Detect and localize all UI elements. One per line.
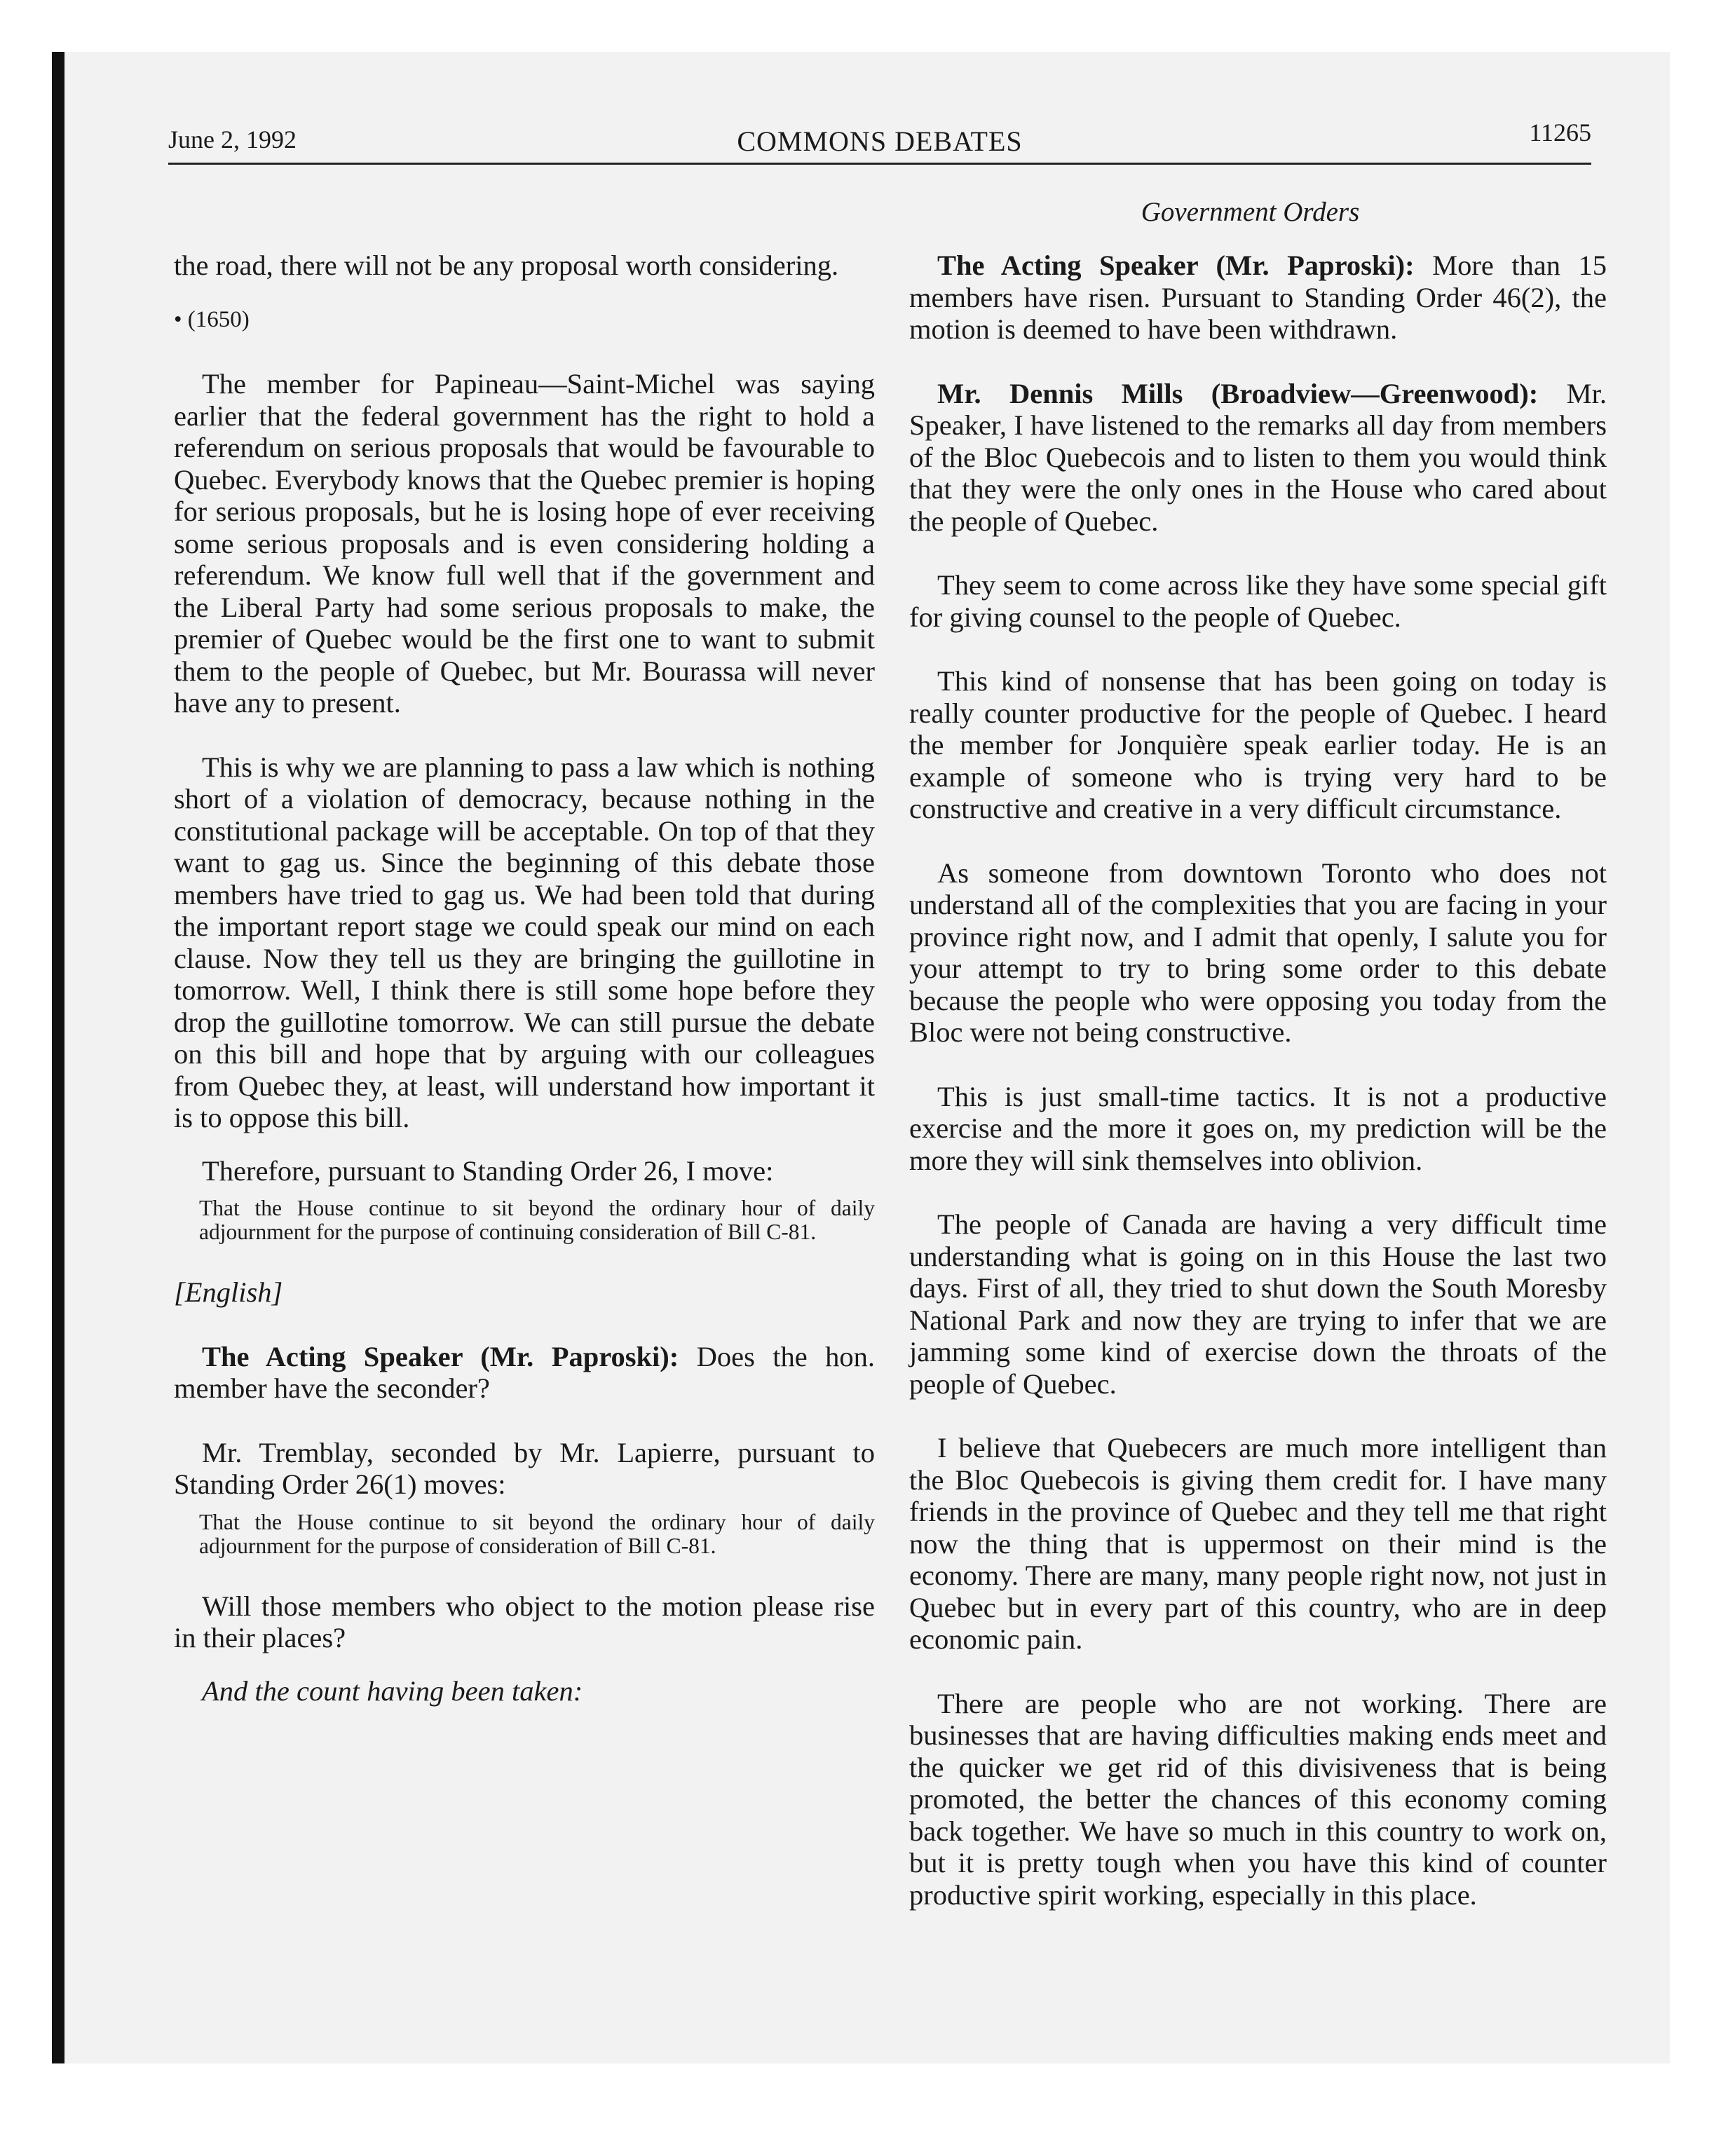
- paragraph: the road, there will not be any proposal worth considering.: [174, 250, 839, 281]
- paragraph: Mr. Tremblay, seconded by Mr. Lapierre, pursuant to Standing Order 26(1) moves:: [174, 1436, 875, 1500]
- scan-edge: [52, 52, 64, 2063]
- section-title: Government Orders: [1141, 197, 1360, 227]
- speaker-text: More than 15 members have risen. Pursuant to Standing Order 46(2), the motion is deemed to have been withdrawn.: [909, 250, 1607, 345]
- paragraph: This kind of nonsense that has been going on today is really counter productive for the people of Quebec. I heard the member for Jonquière speak earlier today. He is an example of someone who is trying very hard to be constructive and creative in a very difficult circumstance.: [909, 665, 1607, 824]
- header-rule: [168, 163, 1591, 165]
- right-column: [909, 250, 1607, 1911]
- speaker-name: The Acting Speaker (Mr. Paproski):: [202, 1340, 679, 1372]
- speaker-text: Does the hon. member have the seconder?: [174, 1340, 876, 1404]
- paragraph: As someone from downtown Toronto who does not understand all of the complexities that you are facing in your province right now, and I admit that openly, I salute you for your attempt to try to bring some order to this debate because the people who were opposing you today from the Bloc were not being constructive.: [909, 857, 1607, 1048]
- paragraph: The people of Canada are having a very difficult time understanding what is going on in this House the last two days. First of all, they tried to shut down the South Moresby National Park and now they are trying to infer that we are jamming some kind of exercise down the throats of the people of Quebec.: [909, 1208, 1607, 1400]
- header-title: COMMONS DEBATES: [737, 125, 1023, 157]
- speaker-paragraph: [909, 378, 1607, 538]
- left-column: [174, 250, 875, 1707]
- paragraph: I believe that Quebecers are much more intelligent than the Bloc Quebecois is giving them credit for. I have many friends in the province of Quebec and they tell me that right now the thing that is uppermost on their mind is the economy. There are many, many people right now, not just in Quebec but in every part of this country, who are in deep economic pain.: [909, 1432, 1607, 1655]
- paragraph: Will those members who object to the motion please rise in their places?: [174, 1590, 875, 1653]
- speaker-name: The Acting Speaker (Mr. Paproski):: [937, 250, 1415, 281]
- speaker-text: Mr. Speaker, I have listened to the remarks all day from members of the Bloc Quebecois and to listen to them you would think that they were the only ones in the House who cared about the people of Quebec.: [909, 377, 1607, 537]
- paragraph: There are people who are not working. There are businesses that are having difficulties making ends meet and the quicker we get rid of this divisiveness that is being promoted, the better the chances of this economy coming back together. We have so much in this country to work on, but it is pretty tough when you have this kind of counter productive spirit working, especially in this place.: [909, 1687, 1607, 1911]
- page-header: [168, 118, 1591, 161]
- paragraph: The member for Papineau—Saint-Michel was saying earlier that the federal government has the right to hold a referendum on serious proposals that would be favourable to Quebec. Everybody knows that the Quebec premier is hoping for serious proposals, but he is losing hope of ever receiving some serious proposals and is even considering holding a referendum. We know full well that if the government and the Liberal Party had some serious proposals to make, the premier of Quebec would be the first one to want to submit them to the people of Quebec, but Mr. Bourassa will never have any to present.: [174, 368, 875, 718]
- paragraph: Therefore, pursuant to Standing Order 26, I move:: [202, 1154, 774, 1187]
- motion-quote: That the House continue to sit beyond the ordinary hour of daily adjournment for the purpose of consideration of Bill C-81.: [199, 1509, 875, 1558]
- paragraph: This is just small-time tactics. It is not a productive exercise and the more it goes on, my prediction will be the more they will sink themselves into oblivion.: [909, 1080, 1607, 1176]
- paragraph: And the count having been taken:: [202, 1674, 583, 1707]
- paragraph: They seem to come across like they have some special gift for giving counsel to the people of Quebec.: [909, 569, 1607, 633]
- speaker-paragraph: [909, 250, 1607, 346]
- page-number: 11265: [1529, 118, 1591, 146]
- speaker-paragraph: [174, 1341, 875, 1405]
- header-date: June 2, 1992: [168, 125, 297, 153]
- language-marker: [English]: [174, 1276, 283, 1308]
- paragraph: This is why we are planning to pass a law which is nothing short of a violation of democracy, because nothing in the constitutional package will be acceptable. On top of that they want to gag us. Since the beginning of this debate those members have tried to gag us. We had been told that during the important report stage we could speak our mind on each clause. Now they tell us they are bringing the guillotine in tomorrow. Well, I think there is still some hope before they drop the guillotine tomorrow. We can still pursue the debate on this bill and hope that by arguing with our colleagues from Quebec they, at least, will understand how important it is to oppose this bill.: [174, 751, 875, 1133]
- speaker-name: Mr. Dennis Mills (Broadview—Greenwood):: [937, 377, 1539, 409]
- time-stamp: • (1650): [174, 306, 250, 332]
- motion-quote: That the House continue to sit beyond the ordinary hour of daily adjournment for the purpose of continuing consideration of Bill C-81.: [199, 1196, 875, 1244]
